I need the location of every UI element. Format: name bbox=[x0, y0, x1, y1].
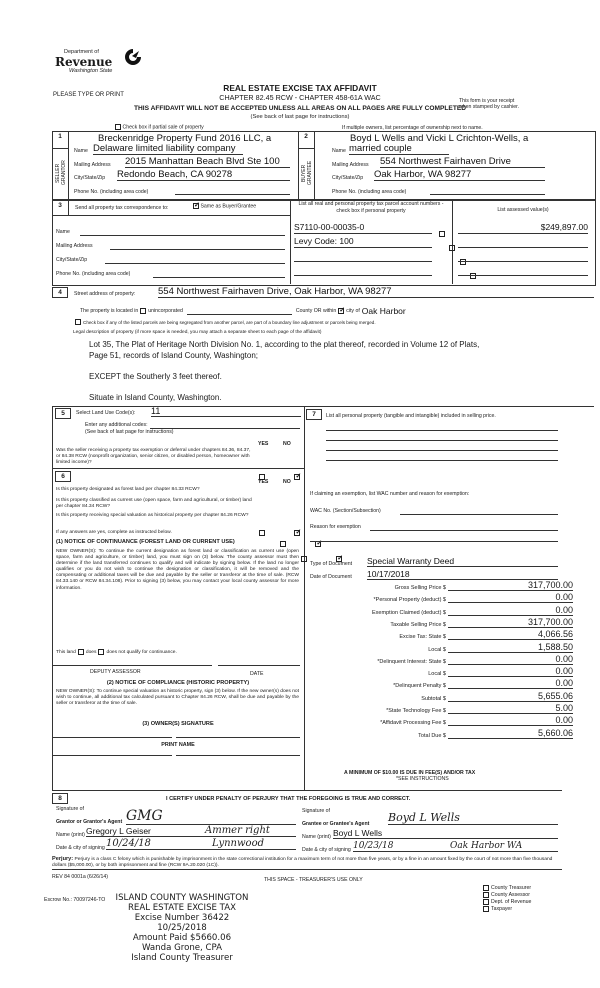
copy-item[interactable] bbox=[483, 898, 531, 905]
legal-line-3: EXCEPT the Southerly 3 feet thereof. bbox=[89, 372, 222, 381]
s3-name-label: Name bbox=[56, 229, 70, 235]
s6-yes-checkbox[interactable] bbox=[280, 541, 286, 547]
same-as-buyer-label: Same as Buyer/Grantee bbox=[200, 203, 257, 210]
additional-codes-label: Enter any additional codes: bbox=[85, 422, 148, 428]
doc-date-label: Date of Document bbox=[310, 574, 352, 580]
property-located-row bbox=[80, 306, 406, 316]
buyer-name-line2: married couple bbox=[349, 143, 449, 155]
calc-value[interactable]: 317,700.00 bbox=[448, 618, 573, 628]
grantor-date: 10/24/18 bbox=[106, 838, 296, 850]
receipt-note-2: when stamped by cashier. bbox=[459, 104, 519, 110]
calc-label: Local $ bbox=[428, 671, 446, 678]
section-3-num-divider bbox=[68, 199, 69, 215]
deputy-assessor-label: DEPUTY ASSESSOR bbox=[90, 669, 141, 675]
parcel-header: List all real and personal property tax parcel account numbers - check box if personal property bbox=[298, 201, 444, 214]
seller-name-line1: Breckenridge Property Fund 2016 LLC, a bbox=[98, 133, 272, 144]
personal-property-line-4[interactable] bbox=[326, 460, 558, 461]
copy-item[interactable] bbox=[483, 891, 531, 898]
city-of-value: Oak Harbor bbox=[361, 306, 406, 316]
grantee-sig-label-2: Grantee or Grantee's Agent bbox=[302, 821, 370, 827]
calc-value[interactable]: 0.00 bbox=[448, 667, 573, 677]
buyer-name-label: Name bbox=[332, 148, 346, 154]
calc-label: Subtotal $ bbox=[421, 695, 446, 702]
section-1-number: 1 bbox=[58, 133, 62, 140]
section-2-number: 2 bbox=[304, 133, 308, 140]
grantor-city: Lynnwood bbox=[212, 838, 264, 849]
seller-label-divider bbox=[52, 148, 68, 149]
copy-item[interactable] bbox=[483, 905, 531, 912]
grantee-name: Boyd L Wells bbox=[333, 828, 558, 839]
personal-property-checkbox[interactable] bbox=[449, 245, 455, 251]
s3-city-label: City/State/Zip bbox=[56, 257, 88, 263]
calc-row bbox=[306, 592, 600, 603]
calc-label: *Affidavit Processing Fee $ bbox=[380, 720, 446, 727]
perjury-statement bbox=[52, 856, 562, 869]
calc-label: Exemption Claimed (deduct) $ bbox=[372, 609, 446, 616]
notice-2-text: NEW OWNER(S): To continue special valuation as historic property, sign (3) below. If the new owner(s) does not wish to continue, all additional tax calculated pursuant to Chapter 84.26 RCW, shall be due and payable by the seller or transferor at the time of sale. bbox=[56, 689, 299, 707]
assessed-value[interactable]: $249,897.00 bbox=[458, 222, 588, 234]
s6-no-header: NO bbox=[283, 479, 291, 485]
calc-value[interactable]: 0.00 bbox=[448, 655, 573, 665]
s6-question: Is this property designated as forest land per chapter 84.33 RCW? bbox=[56, 487, 200, 492]
s5-no-checkbox[interactable] bbox=[294, 474, 300, 480]
located-label: The property is located in bbox=[80, 308, 139, 314]
seller-num-divider bbox=[68, 131, 69, 199]
logo-revenue: Revenue bbox=[55, 55, 113, 69]
wac-field[interactable] bbox=[400, 509, 558, 515]
dor-swirl-logo-icon bbox=[124, 48, 142, 66]
stamp-line: Island County Treasurer bbox=[131, 953, 233, 963]
segregated-checkbox[interactable] bbox=[75, 319, 81, 325]
copy-checkbox[interactable] bbox=[483, 899, 489, 905]
buyer-address: 554 Northwest Fairhaven Drive bbox=[380, 156, 545, 168]
stamp-line: REAL ESTATE EXCISE TAX bbox=[127, 903, 237, 913]
reason-label: Reason for exemption bbox=[310, 524, 361, 530]
copy-label: County Treasurer bbox=[491, 884, 532, 891]
seller-address: 2015 Manhattan Beach Blvd Ste 100 bbox=[125, 156, 290, 168]
land-use-code: 11 bbox=[151, 406, 301, 417]
doc-date: 10/17/2018 bbox=[367, 569, 558, 580]
grantor-name-label: Name (print) bbox=[56, 832, 85, 838]
s3-address-label: Mailing Address bbox=[56, 243, 93, 249]
copy-checkbox[interactable] bbox=[483, 892, 489, 898]
calc-row bbox=[306, 654, 600, 665]
logo-dept-of: Department of bbox=[64, 49, 99, 55]
same-as-buyer-checkbox[interactable] bbox=[193, 203, 199, 209]
personal-property-line-1[interactable] bbox=[326, 430, 558, 431]
does-label: does bbox=[85, 649, 97, 655]
buyer-phone-field[interactable] bbox=[430, 190, 545, 195]
calc-label: *Personal Property (deduct) $ bbox=[373, 597, 446, 604]
segregated-row bbox=[75, 319, 376, 325]
s6-yes-checkbox[interactable] bbox=[301, 556, 307, 562]
grantee-city: Oak Harbor WA bbox=[450, 841, 523, 851]
owner-signature-line-1[interactable] bbox=[52, 737, 172, 738]
calc-value[interactable]: 0.00 bbox=[448, 716, 573, 726]
buyer-address-label: Mailing Address bbox=[332, 162, 369, 168]
property-street-address: 554 Northwest Fairhaven Drive, Oak Harbor, WA 98277 bbox=[158, 286, 594, 298]
stamp-line: 10/25/2018 bbox=[157, 923, 207, 933]
buyer-city-label: City/State/Zip bbox=[332, 175, 364, 181]
assessed-value[interactable] bbox=[458, 236, 588, 248]
calc-value[interactable]: 1,588.50 bbox=[448, 643, 573, 653]
perjury-bottom-border bbox=[52, 869, 562, 870]
stamp-line: Excise Number 36422 bbox=[134, 913, 230, 923]
s5-yes-header: YES bbox=[258, 441, 269, 447]
calc-row bbox=[306, 703, 600, 714]
calc-label: Excise Tax: State $ bbox=[399, 634, 446, 641]
copy-label: Taxpayer bbox=[491, 905, 513, 912]
please-type-or-print: PLEASE TYPE OR PRINT bbox=[53, 92, 124, 98]
calc-value[interactable]: 0.00 bbox=[448, 606, 573, 616]
grantor-sig-label-1: Signature of bbox=[56, 806, 84, 812]
escrow-label: Escrow No.: bbox=[44, 897, 72, 903]
exemption-label: If claiming an exemption, list WAC number and reason for exemption: bbox=[310, 491, 470, 497]
s3-address-field[interactable] bbox=[110, 243, 285, 250]
calc-row bbox=[306, 580, 600, 591]
section-8-number: 8 bbox=[52, 793, 68, 804]
s6-question: Is this property classified as current use (open space, farm and agricultural, or timber) land per chapter 84.34 RCW? bbox=[56, 498, 252, 509]
section-5-number: 5 bbox=[55, 408, 71, 419]
additional-codes-field[interactable] bbox=[150, 422, 300, 429]
section-5-top-border bbox=[52, 406, 594, 407]
assessed-value[interactable] bbox=[458, 250, 588, 262]
doc-type: Special Warranty Deed bbox=[367, 556, 558, 567]
perjury-text: Perjury is a class C felony which is punishable by imprisonment in the state correctional institution for a maximum term of not more than five years, or by a fine in an amount fixed by the court of not more than five thousand dollars ($5,000.00), or by both imprisonment and fine (RCW 9A.20.020 (1C)). bbox=[52, 857, 553, 868]
calc-value[interactable]: 5,655.06 bbox=[448, 692, 573, 702]
personal-property-line-3[interactable] bbox=[326, 450, 558, 451]
if-yes-note: If any answers are yes, complete as instructed below. bbox=[56, 530, 172, 535]
buyer-name-line1: Boyd L Wells and Vicki L Crichton-Wells, a bbox=[350, 133, 529, 144]
calc-row bbox=[306, 629, 600, 640]
s6-yes-checkbox[interactable] bbox=[259, 530, 265, 536]
reason-field-2[interactable] bbox=[310, 541, 558, 542]
seller-grantor-label: SELLER GRANTOR bbox=[55, 160, 67, 186]
section-6-top-border bbox=[52, 468, 304, 469]
s3-phone-field[interactable] bbox=[153, 271, 285, 278]
print-name-label: PRINT NAME bbox=[161, 742, 195, 748]
form-title: REAL ESTATE EXCISE TAX AFFIDAVIT bbox=[223, 83, 377, 93]
calc-label: *Delinquent Interest: State $ bbox=[377, 658, 446, 665]
parcel-number[interactable] bbox=[294, 264, 432, 276]
partial-sale-checkbox[interactable] bbox=[115, 124, 121, 130]
deputy-assessor-line[interactable] bbox=[52, 665, 212, 666]
copy-label: Dept. of Revenue bbox=[491, 898, 532, 905]
legal-line-1: Lot 35, The Plat of Heritage North Division No. 1, according to the plat thereof, recorded in Volume 12 of Plats, bbox=[89, 340, 480, 349]
see-back-note: (See back of last page for instructions) bbox=[250, 114, 350, 120]
treasurer-stamp bbox=[92, 893, 272, 963]
stamp-line: Amount Paid $5660.06 bbox=[132, 933, 232, 943]
calc-value[interactable]: 317,700.00 bbox=[448, 581, 573, 591]
seller-address-label: Mailing Address bbox=[74, 162, 111, 168]
completion-warning: THIS AFFIDAVIT WILL NOT BE ACCEPTED UNLESS ALL AREAS ON ALL PAGES ARE FULLY COMPLETED bbox=[133, 105, 467, 112]
legal-line-2: Page 51, records of Island County, Washington; bbox=[89, 351, 258, 360]
calc-label: *Delinquent Penalty $ bbox=[393, 683, 446, 690]
s3-name-field[interactable] bbox=[80, 229, 285, 236]
middle-col-divider bbox=[304, 406, 305, 791]
seller-name-line2: Delaware limited liability company bbox=[93, 143, 243, 155]
form-subtitle: CHAPTER 82.45 RCW - CHAPTER 458-61A WAC bbox=[219, 93, 381, 102]
calc-value[interactable]: 0.00 bbox=[448, 679, 573, 689]
grantee-name-label: Name (print) bbox=[302, 834, 331, 840]
calc-row bbox=[306, 666, 600, 677]
calc-label: Taxable Selling Price $ bbox=[390, 621, 446, 628]
receipt-note-1: This form is your receipt bbox=[459, 98, 515, 104]
section-3-header-divider bbox=[52, 215, 290, 216]
section-4-number: 4 bbox=[52, 287, 68, 298]
owner-signature-line-2[interactable] bbox=[176, 737, 300, 738]
copy-label: County Assessor bbox=[491, 891, 530, 898]
calc-row bbox=[306, 617, 600, 628]
city-of-label: city of bbox=[346, 308, 360, 314]
parcel-number[interactable]: Levy Code: 100 bbox=[294, 236, 432, 248]
tax-calculation bbox=[306, 580, 600, 740]
calc-label: Total Due $ bbox=[418, 732, 446, 739]
street-address-label: Street address of property: bbox=[74, 291, 136, 297]
parcel-col-divider bbox=[290, 199, 291, 284]
section-7-number: 7 bbox=[306, 409, 322, 420]
dor-logo bbox=[52, 48, 142, 78]
buyer-city: Oak Harbor, WA 98277 bbox=[374, 169, 545, 181]
print-name-line-2[interactable] bbox=[176, 755, 300, 756]
buyer-num-divider bbox=[314, 131, 315, 199]
copy-checkbox[interactable] bbox=[483, 885, 489, 891]
s6-yes-header: YES bbox=[258, 479, 269, 485]
calc-row bbox=[306, 728, 600, 739]
grantor-name: Gregory L Geiser bbox=[86, 826, 296, 837]
calc-row bbox=[306, 605, 600, 616]
treasurer-use-label: THIS SPACE - TREASURER'S USE ONLY bbox=[264, 877, 363, 883]
unincorporated-checkbox[interactable] bbox=[140, 308, 146, 314]
section-8-top-border bbox=[52, 790, 562, 791]
unincorporated-label: unincorporated bbox=[148, 308, 183, 314]
personal-property-checkbox[interactable] bbox=[439, 231, 445, 237]
assessed-header: List assessed value(s) bbox=[497, 207, 549, 213]
additional-codes-note: (See back of last page for instructions) bbox=[85, 429, 174, 435]
land-use-label: Select Land Use Code(s): bbox=[76, 410, 136, 416]
buyer-label-divider bbox=[298, 148, 314, 149]
segregated-label: Check box if any of the listed parcels are being segregated from another parcel, are part of a boundary line adjustment or parcels being merged. bbox=[83, 319, 376, 325]
s5-question: Was the seller receiving a property tax exemption or deferral under chapters 84.36, 84.37, or 84.38 RCW (nonprofit organization, senior citizen, or disabled person, homeowner with limited income)? bbox=[56, 448, 251, 465]
grantor-date-label: Date & city of signing bbox=[56, 845, 105, 851]
s3-city-field[interactable] bbox=[105, 257, 285, 264]
calc-value[interactable]: 5,660.06 bbox=[448, 729, 573, 739]
copy-checkbox[interactable] bbox=[483, 906, 489, 912]
perjury-label: Perjury: bbox=[52, 856, 74, 862]
rev-number: REV 84 0001a (6/26/14) bbox=[52, 874, 108, 880]
calc-label: Gross Selling Price $ bbox=[394, 585, 446, 591]
parcel-number[interactable] bbox=[294, 250, 432, 262]
assessed-value[interactable] bbox=[458, 264, 588, 276]
section-6-number: 6 bbox=[55, 471, 71, 482]
calc-row bbox=[306, 691, 600, 702]
calc-value[interactable]: 4,066.56 bbox=[448, 630, 573, 640]
city-of-checkbox[interactable] bbox=[338, 308, 344, 314]
seller-city-label: City/State/Zip bbox=[74, 175, 106, 181]
print-name-line-1[interactable] bbox=[52, 755, 172, 756]
parties-divider bbox=[298, 131, 299, 199]
notice-1-text: NEW OWNER(S): To continue the current designation as forest land or classification as current use (open space, farm and agriculture, or timber) land, you must sign on (3) below. The county assessor must then determine if the land transferred continues to qualify and will indicate by signing below. If the land no longer qualifies or you do not wish to continue the designation or classification, it will be removed and the compensating or additional taxes will be due and payable by the seller or transferor at the time of sale. (RCW 84.33.140 or RCW 84.34.108). Prior to signing (3) below, you may contact your local county assessor for more information. bbox=[56, 549, 299, 591]
assessor-date-label: DATE bbox=[250, 671, 264, 677]
parcel-number[interactable]: S7110-00-00035-0 bbox=[294, 222, 432, 234]
stamp-line: ISLAND COUNTY WASHINGTON bbox=[115, 893, 249, 903]
s5-no-header: NO bbox=[283, 441, 291, 447]
calc-row bbox=[306, 678, 600, 689]
continuance-row bbox=[56, 649, 177, 655]
partial-sale-label: Check box if partial sale of property bbox=[122, 124, 204, 131]
escrow-number: 70097246-TO bbox=[73, 897, 106, 903]
legal-line-4: Situate in Island County, Washington. bbox=[89, 393, 222, 402]
wac-label: WAC No. (Section/Subsection) bbox=[310, 508, 381, 514]
personal-property-label: List all personal property (tangible and intangible) included in selling price. bbox=[326, 413, 496, 419]
grantee-date: 10/23/18 bbox=[353, 841, 558, 852]
does-not-label: does not qualify for continuance. bbox=[106, 649, 177, 655]
partial-sale-checkbox-row[interactable] bbox=[115, 124, 204, 130]
calc-row bbox=[306, 715, 600, 726]
copy-distribution-list bbox=[483, 884, 531, 912]
same-as-buyer-option[interactable] bbox=[193, 203, 256, 209]
assessor-date-line[interactable] bbox=[218, 665, 300, 666]
reason-field[interactable] bbox=[370, 525, 558, 531]
copy-item[interactable] bbox=[483, 884, 531, 891]
does-not-qualify-checkbox[interactable] bbox=[98, 649, 104, 655]
owner-signature-label: (3) OWNER(S) SIGNATURE bbox=[142, 721, 214, 727]
s3-phone-label: Phone No. (including area code) bbox=[56, 271, 131, 277]
doc-type-label: Type of Document bbox=[310, 561, 353, 567]
personal-property-line-2[interactable] bbox=[326, 440, 558, 441]
grantee-sig-label-1: Signature of bbox=[302, 808, 330, 814]
calc-value[interactable]: 0.00 bbox=[448, 593, 573, 603]
section-3-number: 3 bbox=[58, 202, 62, 209]
grantor-title-handwritten: Ammer right bbox=[205, 825, 270, 836]
calc-label: *State Technology Fee $ bbox=[386, 708, 446, 714]
seller-phone-field[interactable] bbox=[175, 190, 290, 195]
logo-state: Washington State bbox=[69, 68, 113, 74]
middle-left-border bbox=[52, 406, 53, 791]
multiple-owners-note: If multiple owners, list percentage of ownership next to name. bbox=[342, 125, 483, 131]
see-instructions: *SEE INSTRUCTIONS bbox=[396, 776, 449, 782]
seller-city: Redondo Beach, CA 90278 bbox=[117, 169, 290, 181]
s6-question: Is this property receiving special valuation as historical property per chapter 84.26 RCW? bbox=[56, 513, 249, 518]
certify-statement: I CERTIFY UNDER PENALTY OF PERJURY THAT THE FOREGOING IS TRUE AND CORRECT. bbox=[166, 796, 411, 802]
does-qualify-checkbox[interactable] bbox=[78, 649, 84, 655]
stamp-line: Wanda Grone, CPA bbox=[141, 943, 223, 953]
seller-phone-label: Phone No. (including area code) bbox=[74, 189, 149, 195]
calc-row bbox=[306, 642, 600, 653]
s6-no-checkbox[interactable] bbox=[294, 530, 300, 536]
calc-value[interactable]: 5.00 bbox=[448, 704, 573, 714]
grantee-date-label: Date & city of signing bbox=[302, 847, 351, 853]
county-field[interactable] bbox=[187, 308, 292, 315]
legal-description-label: Legal description of property (if more space is needed, you may attach a separate sheet to each page of the affidavit) bbox=[73, 330, 322, 335]
grantee-signature[interactable]: Boyd L Wells bbox=[388, 811, 558, 825]
minimum-note: A MINIMUM OF $10.00 IS DUE IN FEE(S) AND/OR TAX bbox=[344, 770, 476, 776]
notice-1-title: (1) NOTICE OF CONTINUANCE (FOREST LAND OR CURRENT USE) bbox=[56, 539, 235, 545]
send-correspondence-label: Send all property tax correspondence to: bbox=[75, 205, 169, 211]
grantor-sig-label-2: Grantor or Grantor's Agent bbox=[56, 819, 123, 825]
notice-2-title: (2) NOTICE OF COMPLIANCE (HISTORIC PROPERTY) bbox=[106, 680, 250, 686]
grantor-signature[interactable]: GMG bbox=[126, 808, 296, 825]
calc-label: Local $ bbox=[428, 646, 446, 653]
seller-name-label: Name bbox=[74, 148, 88, 154]
buyer-phone-label: Phone No. (including area code) bbox=[332, 189, 407, 195]
buyer-grantee-label: BUYER GRANTEE bbox=[301, 160, 313, 186]
this-land-label: This land bbox=[56, 649, 76, 655]
county-or-within-label: County OR within bbox=[295, 308, 337, 314]
